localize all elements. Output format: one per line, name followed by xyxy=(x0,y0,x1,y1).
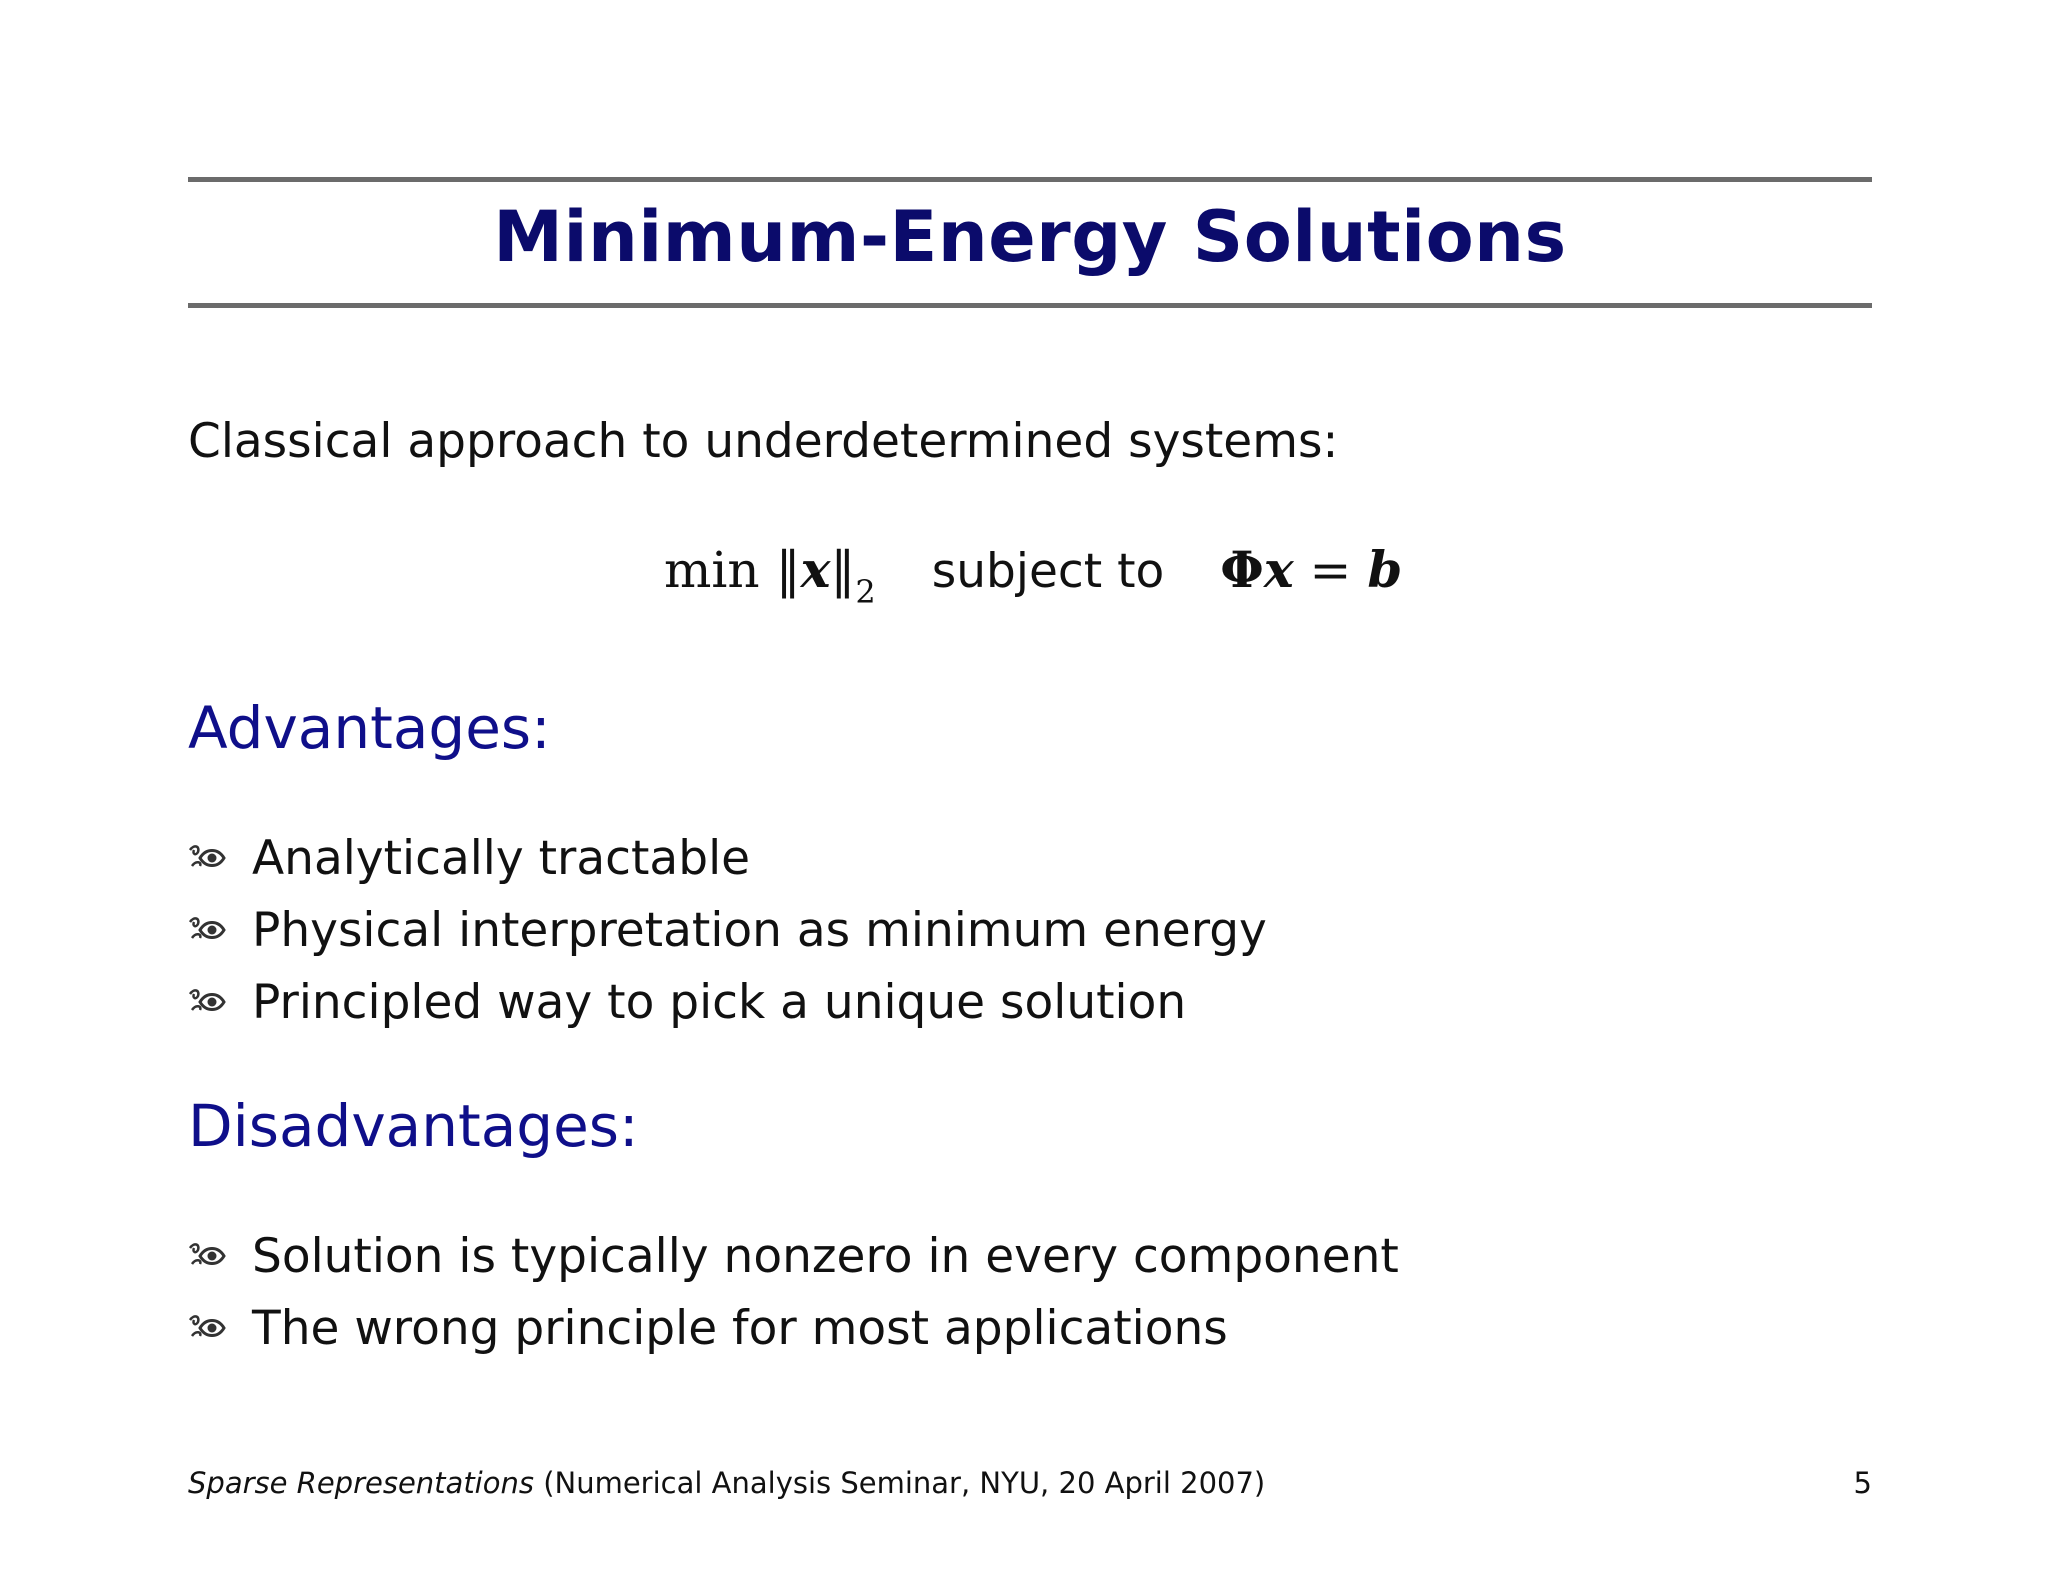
equation-equals: = xyxy=(1293,541,1368,599)
footer-talk-title: Sparse Representations xyxy=(188,1466,534,1500)
flourish-bullet-icon xyxy=(188,912,228,948)
advantage-item-text: Physical interpretation as minimum energy xyxy=(252,902,1267,958)
flourish-bullet-icon xyxy=(188,840,228,876)
page-number: 5 xyxy=(1853,1466,1872,1500)
flourish-bullet-icon xyxy=(188,1310,228,1346)
list-item xyxy=(188,894,1267,966)
advantage-item-text: Analytically tractable xyxy=(252,830,751,886)
list-item xyxy=(188,822,1267,894)
disadvantage-item-text: The wrong principle for most applications xyxy=(252,1300,1228,1356)
equation-phi: Φ xyxy=(1220,540,1264,599)
equation-subject-to: subject to xyxy=(931,544,1165,599)
advantages-heading: Advantages: xyxy=(188,694,551,762)
disadvantages-list xyxy=(188,1220,1399,1364)
flourish-bullet-icon xyxy=(188,984,228,1020)
equation-norm-close: ‖ xyxy=(830,541,856,599)
list-item xyxy=(188,966,1267,1038)
flourish-bullet-icon xyxy=(188,1238,228,1274)
title-rule-top xyxy=(188,177,1872,182)
equation-norm-subscript: 2 xyxy=(855,573,876,611)
disadvantage-item-text: Solution is typically nonzero in every component xyxy=(252,1228,1399,1284)
equation-constraint-b: b xyxy=(1367,540,1403,599)
footer-venue: (Numerical Analysis Seminar, NYU, 20 April 2007) xyxy=(533,1466,1266,1500)
equation-norm-open: ‖ xyxy=(775,541,801,599)
advantage-item-text: Principled way to pick a unique solution xyxy=(252,974,1187,1030)
equation-constraint-x: x xyxy=(1263,540,1294,599)
equation-min: min xyxy=(664,541,760,599)
list-item xyxy=(188,1220,1399,1292)
equation-norm-variable: x xyxy=(800,540,831,599)
equation xyxy=(664,540,1402,620)
equation-norm xyxy=(775,540,876,611)
equation-constraint xyxy=(1220,540,1402,599)
disadvantages-heading: Disadvantages: xyxy=(188,1092,639,1160)
slide-title: Minimum-Energy Solutions xyxy=(493,196,1567,278)
footer-citation xyxy=(188,1466,1265,1500)
title-rule-bottom xyxy=(188,303,1872,308)
list-item xyxy=(188,1292,1399,1364)
intro-text: Classical approach to underdetermined systems: xyxy=(188,414,1339,469)
advantages-list xyxy=(188,822,1267,1038)
